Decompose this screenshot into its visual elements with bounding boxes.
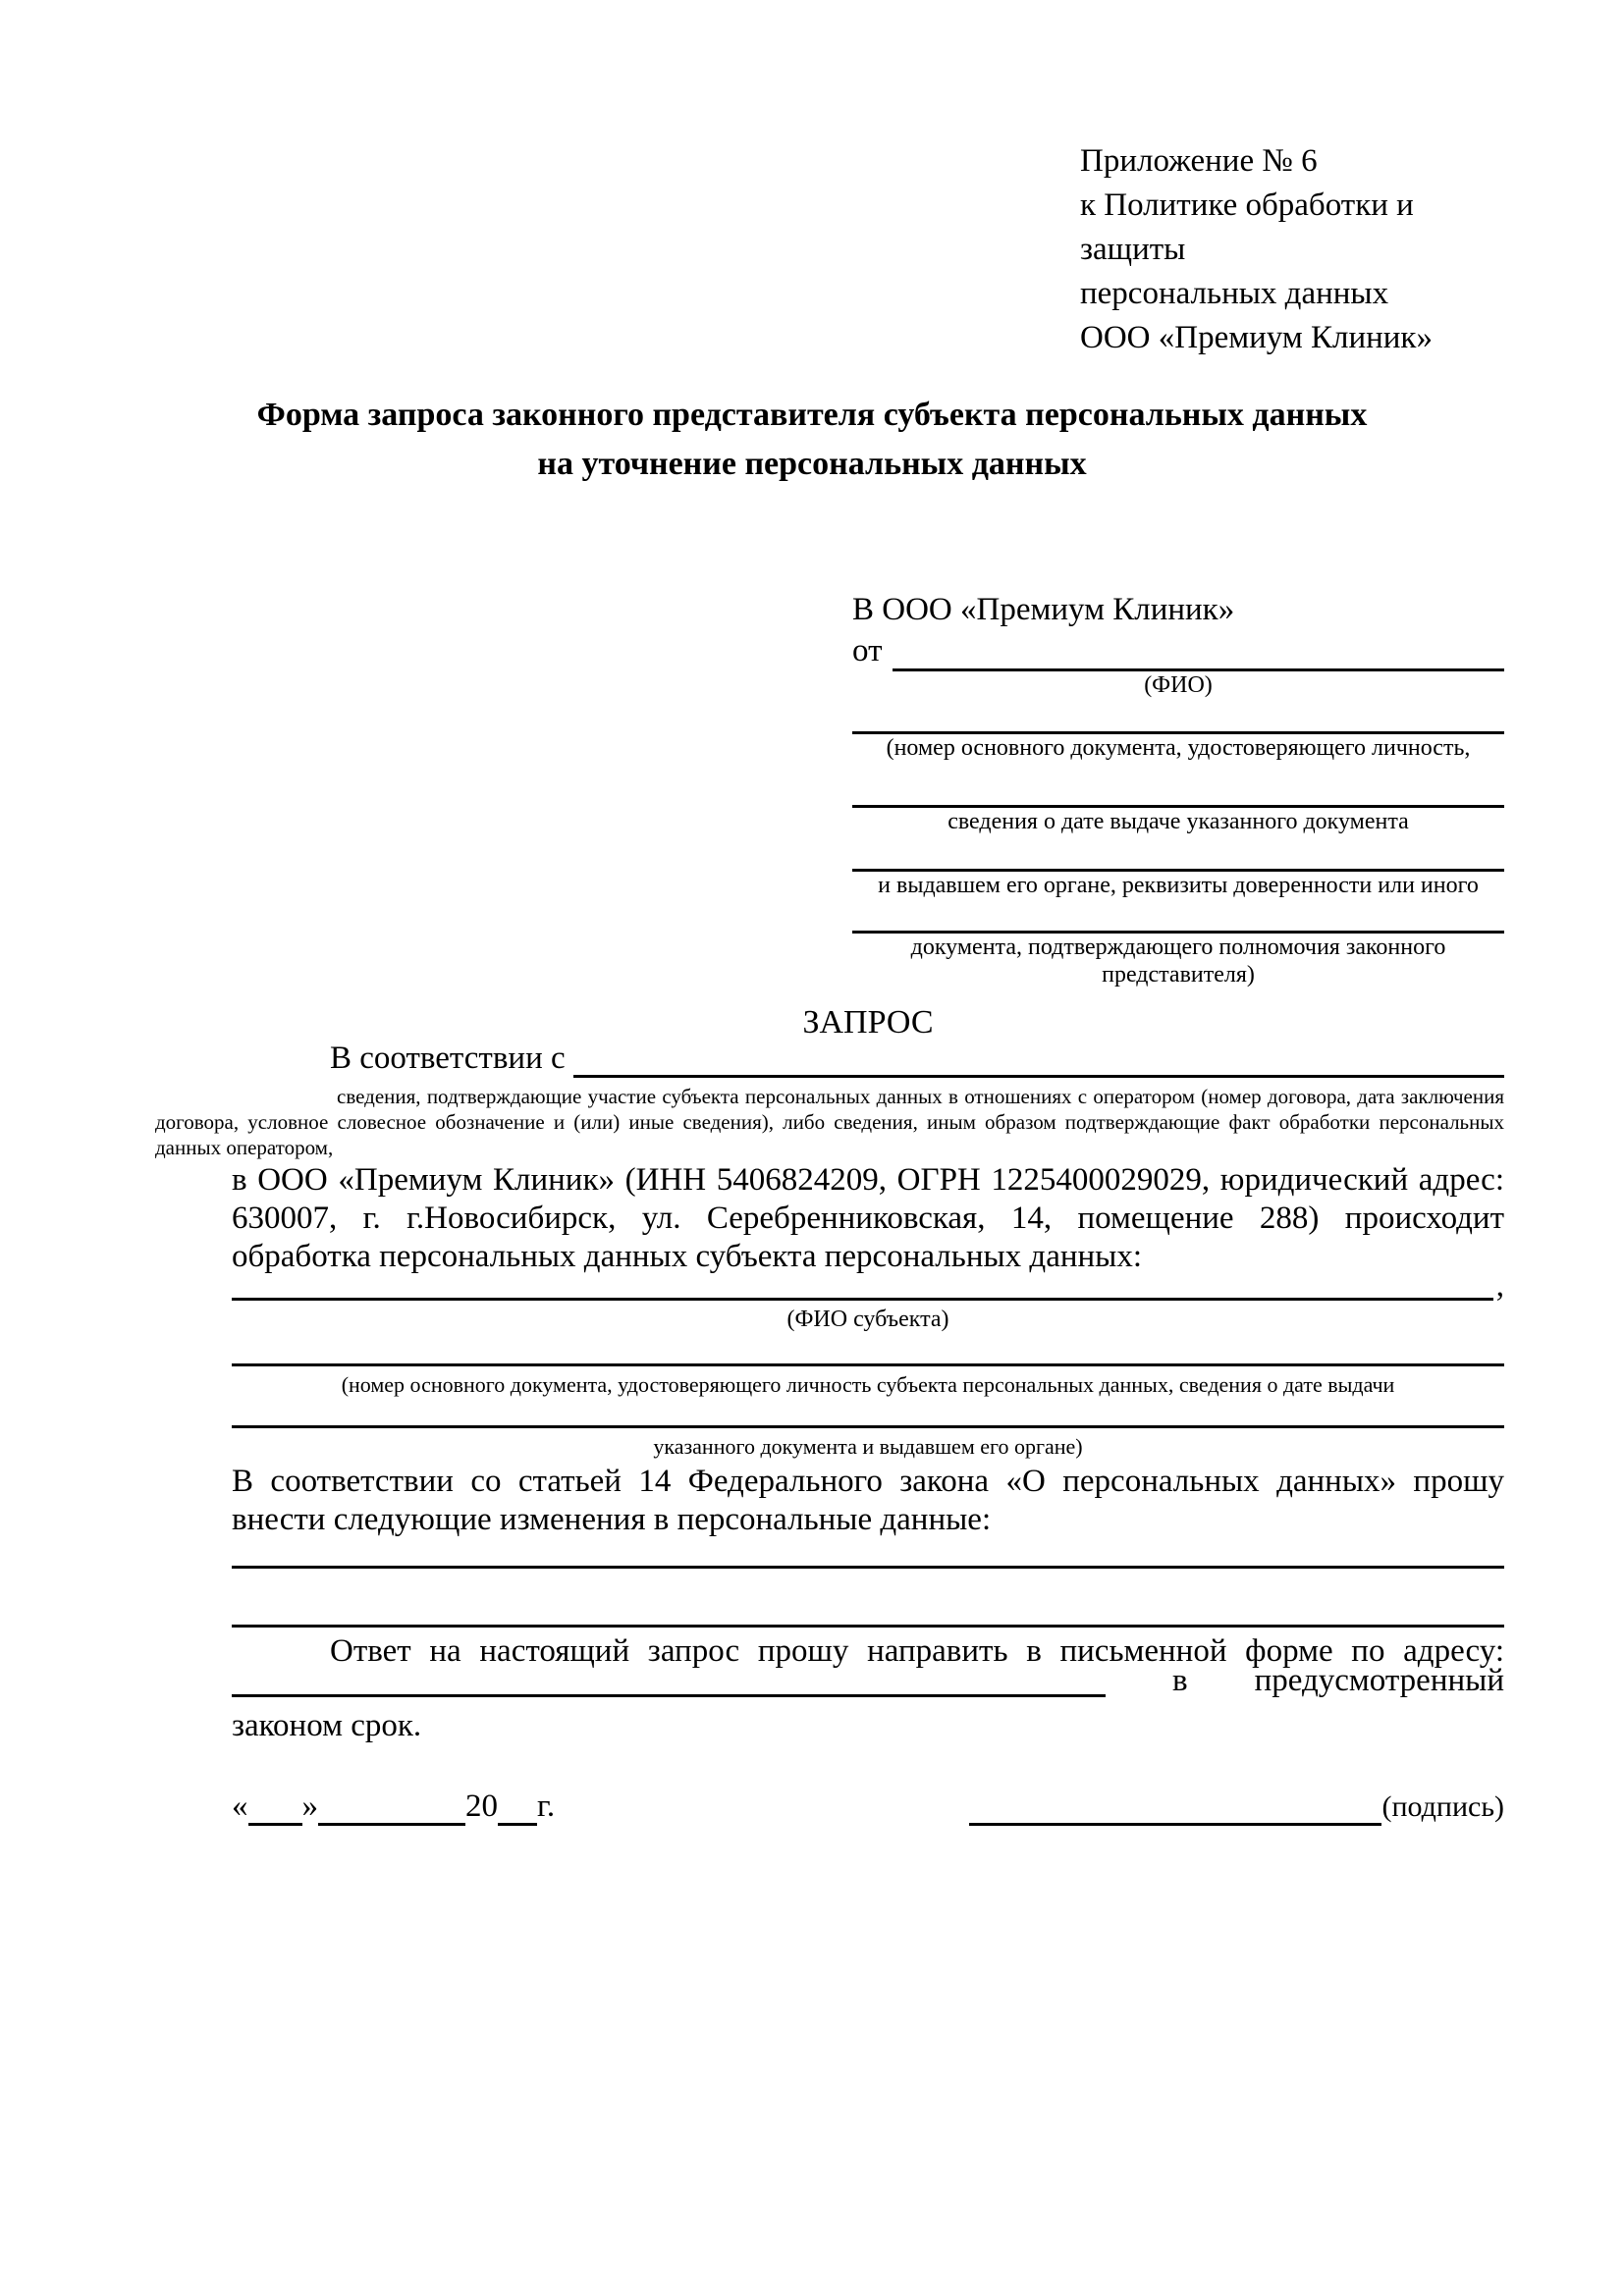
date-year-prefix: 20 <box>465 1789 498 1824</box>
date-year-suffix: г. <box>537 1789 556 1824</box>
answer-word-stipulated: предусмотренный <box>1254 1663 1504 1698</box>
date-month-blank <box>318 1787 465 1826</box>
subject-fio-caption: (ФИО субъекта) <box>786 1307 949 1332</box>
date-quote-open: « <box>232 1789 248 1824</box>
answer-address-row <box>232 1663 1504 1698</box>
accordance-fill-line <box>573 1039 1504 1078</box>
subject-doc-caption-top: (номер основного документа, удостоверяющего личность субъекта персональных данных, сведения о дате выдачи <box>341 1372 1395 1397</box>
date-year-blank <box>498 1787 537 1826</box>
form-title-line-2: на уточнение персональных данных <box>537 446 1087 482</box>
subject-fio-row <box>232 1268 1504 1304</box>
appendix-number: Приложение № 6 <box>1080 143 1318 179</box>
accordance-label: В соответствии с <box>330 1041 566 1076</box>
representative-doc-caption-2: сведения о дате выдаче указанного документа <box>947 809 1409 834</box>
representative-doc-caption-4: документа, подтверждающего полномочия законного представителя) <box>910 934 1446 988</box>
article-14-paragraph: В соответствии со статьей 14 Федерального закона «О персональных данных» прошу внести следующие изменения в персональные данные: <box>232 1464 1504 1537</box>
appendix-header <box>1080 139 1512 360</box>
date-day-blank <box>248 1787 302 1826</box>
signature-group <box>969 1787 1504 1826</box>
accordance-row <box>232 1039 1504 1078</box>
representative-doc-caption-1: (номер основного документа, удостоверяющего личность, <box>886 735 1471 761</box>
addressee-block <box>852 589 1504 988</box>
policy-reference-line: к Политике обработки и защиты <box>1080 187 1414 267</box>
signature-caption: (подпись) <box>1381 1790 1504 1823</box>
address-fill-line <box>232 1670 1106 1697</box>
answer-word-in: в <box>1172 1663 1188 1698</box>
form-title-line-1: Форма запроса законного представителя субъекта персональных данных <box>256 397 1368 433</box>
subject-fio-comma: , <box>1495 1268 1504 1304</box>
answer-request-line: Ответ на настоящий запрос прошу направить в письменной форме по адресу: <box>330 1633 1504 1669</box>
request-heading: ЗАПРОС <box>802 1004 934 1041</box>
subject-doc-fill-line-2 <box>232 1402 1504 1428</box>
form-title <box>135 391 1489 489</box>
answer-closing-line: законом срок. <box>232 1708 422 1743</box>
answer-row-words <box>1106 1663 1504 1698</box>
from-fill-line <box>893 630 1505 671</box>
operator-paragraph: в ООО «Премиум Клиник» (ИНН 5406824209, ОГРН 1225400029029, юридический адрес: 630007, г. г.Новосибирск, ул. Серебренниковская, 14, помещение 288) происходит обработка персональных данных субъекта персональных данных: <box>232 1162 1504 1274</box>
organization-name: ООО «Премиум Клиник» <box>1080 320 1433 355</box>
representative-doc-caption-3: и выдавшем его органе, реквизиты доверенности или иного <box>878 873 1479 898</box>
changes-fill-line-1 <box>232 1541 1504 1569</box>
fio-caption: (ФИО) <box>1144 672 1213 698</box>
subject-doc-caption-bottom: указанного документа и выдавшем его органе) <box>653 1434 1083 1459</box>
date-signature-row <box>232 1779 1504 1826</box>
from-label: от <box>852 633 883 668</box>
accordance-caption: сведения, подтверждающие участие субъекта персональных данных в отношениях с оператором (номер договора, дата заключения договора, условное словесное обозначение и (или) иные сведения), либо сведения, иным образом подтверждающие факт обработки персональных данных оператором, <box>155 1085 1504 1159</box>
from-row <box>852 630 1504 671</box>
date-group <box>232 1787 555 1826</box>
signature-fill-line <box>969 1787 1381 1826</box>
subject-fio-fill-line <box>232 1274 1493 1301</box>
policy-reference-line-2: персональных данных <box>1080 276 1389 311</box>
date-quote-close: » <box>301 1789 318 1824</box>
subject-doc-fill-line-1 <box>232 1340 1504 1366</box>
addressee-organization: В ООО «Премиум Клиник» <box>852 592 1235 627</box>
changes-fill-line-2 <box>232 1600 1504 1628</box>
